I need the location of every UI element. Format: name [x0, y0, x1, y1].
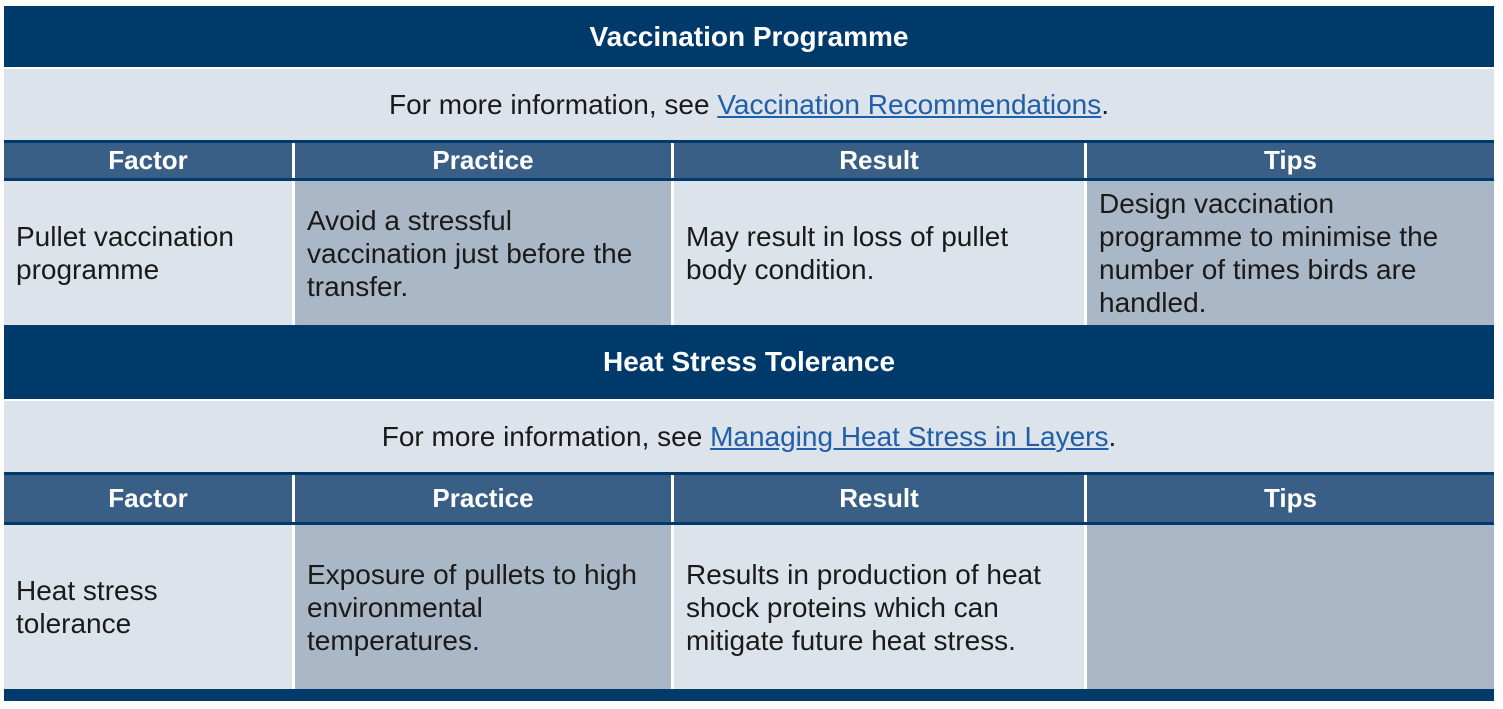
cell-tips: Design vaccination programme to minimise the number of times birds are handled.: [1087, 181, 1494, 325]
cell-result: May result in loss of pullet body condition.: [674, 181, 1087, 325]
programme-table: [4, 6, 1494, 701]
section-title-vaccination: [4, 6, 1494, 69]
cell-tips: [1087, 525, 1494, 689]
header-result: Result: [674, 143, 1087, 178]
header-tips: Tips: [1264, 483, 1317, 513]
cell-practice: Avoid a stressful vaccination just before the transfer.: [295, 181, 674, 325]
info-row-vaccination: [4, 69, 1494, 143]
cell-factor: Pullet vaccination programme: [4, 181, 295, 325]
cell-factor: Heat stress tolerance: [4, 525, 295, 689]
cell-practice: Exposure of pullets to high environmental temperatures.: [295, 525, 674, 689]
section-title-heat-stress: [4, 325, 1494, 401]
info-prefix: For more information, see: [388, 88, 718, 120]
bottom-border-bar: [4, 689, 1494, 701]
header-factor: Factor: [4, 475, 295, 522]
managing-heat-stress-link[interactable]: Managing Heat Stress in Layers: [710, 420, 1109, 452]
header-result: Result: [674, 475, 1087, 522]
info-row-heat-stress: [4, 401, 1494, 475]
header-tips: Tips: [1264, 145, 1317, 175]
cell-result: Results in production of heat shock proteins which can mitigate future heat stress.: [674, 525, 1087, 689]
header-practice: Practice: [295, 475, 674, 522]
header-practice: Practice: [295, 143, 674, 178]
header-factor: Factor: [4, 143, 295, 178]
info-suffix: .: [1101, 88, 1110, 120]
info-suffix: .: [1108, 420, 1117, 452]
section-title-text: Vaccination Programme: [589, 20, 909, 52]
vaccination-recommendations-link[interactable]: Vaccination Recommendations: [717, 88, 1102, 120]
table-row: [4, 181, 1494, 325]
section-title-text: Heat Stress Tolerance: [602, 346, 896, 377]
table-row: [4, 525, 1494, 689]
table-header-row: [4, 475, 1494, 525]
info-prefix: For more information, see: [381, 420, 711, 452]
table-header-row: [4, 143, 1494, 181]
